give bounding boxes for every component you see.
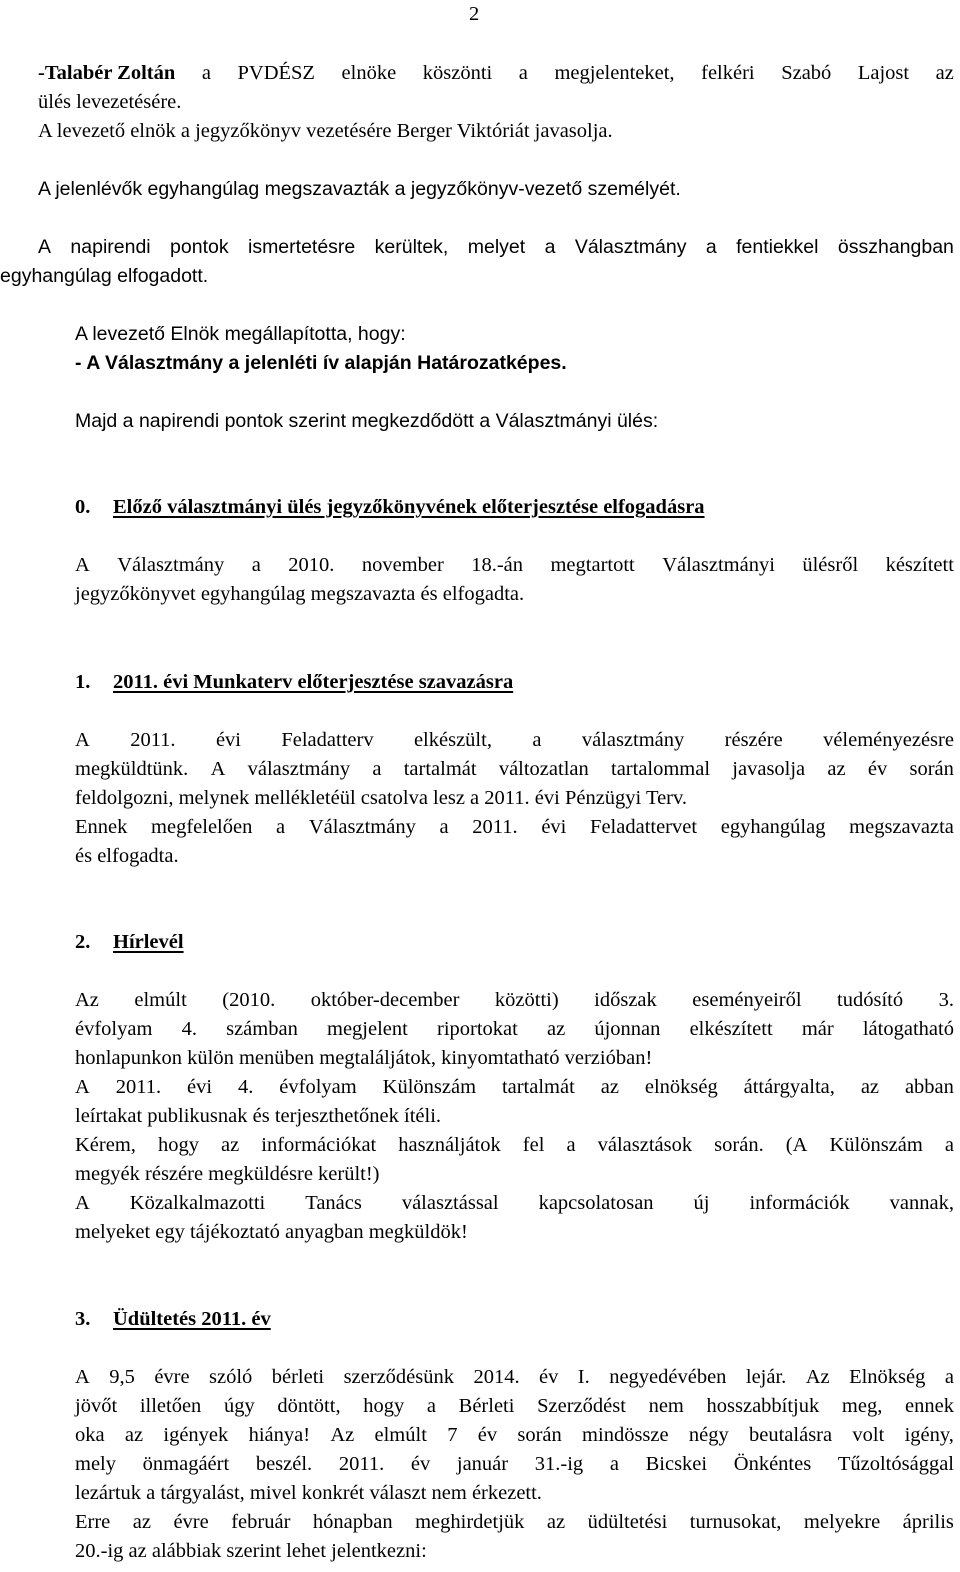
- word: tartalommal: [611, 758, 711, 780]
- word: ennek: [905, 1395, 954, 1417]
- word: Bérleti: [458, 1395, 515, 1417]
- agenda-item-text-line: [75, 817, 954, 838]
- word: Elnökség: [849, 1366, 926, 1388]
- word: a: [705, 236, 717, 258]
- word: a: [944, 1366, 954, 1388]
- word: évre: [154, 1366, 190, 1388]
- word: Erre: [75, 1511, 111, 1533]
- word: Kérem,: [75, 1134, 136, 1156]
- word: az: [860, 1076, 880, 1098]
- word: köszönti: [422, 62, 493, 84]
- agenda-item-text-line: [75, 1193, 954, 1214]
- word: Választmányi: [662, 554, 775, 576]
- agenda-item-text-line: [75, 1135, 954, 1156]
- word: az: [600, 1076, 619, 1098]
- agenda-item-text-line: [75, 730, 954, 751]
- agenda-item-number: 0.: [75, 496, 91, 518]
- agenda-item-number: 1.: [75, 671, 91, 693]
- word: kapcsolatosan: [538, 1192, 654, 1214]
- word: nem: [648, 1395, 684, 1417]
- word: beszél.: [255, 1453, 313, 1475]
- word: elmúlt: [374, 1424, 427, 1446]
- word: riportokat: [437, 1018, 518, 1040]
- word: ismertetésre: [247, 236, 356, 258]
- intro-line-6: egyhangúlag elfogadott.: [0, 265, 209, 287]
- word: 4.: [238, 1076, 254, 1098]
- word: mindössze: [582, 1424, 669, 1446]
- agenda-item-text-line: melyeket egy tájékoztató anyagban megküldök!: [75, 1221, 468, 1243]
- agenda-item-text-line: [75, 1367, 954, 1388]
- word: ülésről: [802, 554, 859, 576]
- word: abban: [904, 1076, 954, 1098]
- word: számban: [226, 1018, 298, 1040]
- intro-line-2: ülés levezetésére.: [38, 91, 182, 113]
- agenda-item-text-line: megyék részére megküldésre került!): [75, 1163, 380, 1185]
- word: lejár.: [745, 1366, 787, 1388]
- agenda-item-text-line: [75, 1396, 954, 1417]
- agenda-item-title: Előző választmányi ülés jegyzőkönyvének előterjesztése elfogadásra: [113, 496, 705, 518]
- word: megtartott: [550, 554, 635, 576]
- word: összhangban: [837, 236, 954, 258]
- agenda-item-text-line: [75, 990, 954, 1011]
- word: 2011.: [338, 1453, 385, 1475]
- word: (2010.: [222, 989, 276, 1011]
- word: elmúlt: [134, 989, 187, 1011]
- word: az: [221, 1134, 240, 1156]
- agenda-item-text-line: jegyzőkönyvet egyhangúlag megszavazta és elfogadta.: [75, 583, 525, 605]
- word: az: [546, 1511, 566, 1533]
- agenda-item-text-line: [75, 1425, 954, 1446]
- word: közötti): [494, 989, 559, 1011]
- word: pontok: [170, 236, 229, 258]
- intro-speaker: [38, 63, 175, 84]
- word: turnusokat,: [689, 1511, 782, 1533]
- word: a: [518, 62, 528, 84]
- intro-line-9: Majd a napirendi pontok szerint megkezdődött a Választmányi ülés:: [75, 410, 659, 432]
- word: Különszám: [829, 1134, 923, 1156]
- word: beutalásra: [749, 1424, 833, 1446]
- agenda-item-heading: [75, 672, 513, 693]
- word: évi: [215, 729, 241, 751]
- word: szerződésünk: [343, 1366, 454, 1388]
- word: elkészített: [689, 1018, 773, 1040]
- word: évi: [541, 816, 567, 838]
- word: Bicskei: [645, 1453, 708, 1475]
- word: megszavazta: [849, 816, 954, 838]
- word: hosszabbítjuk: [706, 1395, 820, 1417]
- word: a: [201, 62, 211, 84]
- word: évre: [173, 1511, 209, 1533]
- word: 18.-án: [471, 554, 524, 576]
- word: elnökség: [644, 1076, 718, 1098]
- agenda-item-heading: [75, 932, 184, 953]
- word: Lajost: [857, 62, 910, 84]
- word: 2011.: [472, 816, 518, 838]
- word: Választmány: [117, 554, 225, 576]
- word: az: [132, 1511, 151, 1533]
- word: javasolja: [732, 758, 806, 780]
- word: Választmány: [308, 816, 416, 838]
- word: a: [251, 554, 261, 576]
- word: tudósító: [837, 989, 904, 1011]
- word: 4.: [181, 1018, 197, 1040]
- word: igények: [163, 1424, 229, 1446]
- word: részére: [724, 729, 783, 751]
- word: Tanács: [305, 1192, 362, 1214]
- agenda-item-text-line: és elfogadta.: [75, 845, 179, 867]
- agenda-item-text-line: [75, 1512, 954, 1533]
- word: választmány: [581, 729, 685, 751]
- intro-line-7: A levezető Elnök megállapította, hogy:: [75, 323, 406, 345]
- word: 9,5: [109, 1366, 135, 1388]
- word: 2010.: [288, 554, 335, 576]
- agenda-item-text-line: lezártuk a tárgyalást, mivel konkrét választ nem érkezett.: [75, 1482, 542, 1504]
- word: 2011.: [130, 729, 176, 751]
- word: fentiekkel: [736, 236, 819, 258]
- word: négy: [688, 1424, 729, 1446]
- word: oka: [75, 1424, 105, 1446]
- word: Önkéntes: [733, 1453, 812, 1475]
- word: Közalkalmazotti: [129, 1192, 266, 1214]
- dash: -: [38, 62, 45, 84]
- word: november: [361, 554, 444, 576]
- word: 3.: [938, 989, 954, 1011]
- word: január: [456, 1453, 509, 1475]
- word: 2014.: [473, 1366, 520, 1388]
- word: elkészült,: [413, 729, 492, 751]
- word: időszak: [594, 989, 657, 1011]
- word: Feladatterv: [281, 729, 374, 751]
- agenda-item-title: 2011. évi Munkaterv előterjesztése szavazásra: [113, 671, 514, 693]
- agenda-item-title: Üdültetés 2011. év: [113, 1308, 271, 1330]
- word: megküldtünk.: [75, 758, 189, 780]
- word: melyet: [467, 236, 526, 258]
- word: tartalmát: [501, 1076, 575, 1098]
- word: A: [38, 236, 52, 258]
- word: hogy: [157, 1134, 199, 1156]
- intro-line-1: [38, 63, 954, 84]
- word: évfolyam: [279, 1076, 357, 1098]
- word: melyekre: [803, 1511, 881, 1533]
- word: elnöke: [341, 62, 397, 84]
- agenda-item-text-line: [75, 1454, 954, 1475]
- word: napirendi: [70, 236, 151, 258]
- word: választmány: [247, 758, 351, 780]
- word: (A: [785, 1134, 808, 1156]
- word: a: [544, 236, 556, 258]
- word: Feladattervet: [590, 816, 698, 838]
- word: Szabó: [781, 62, 832, 84]
- word: a: [532, 729, 542, 751]
- word: választással: [401, 1192, 499, 1214]
- word: Az: [75, 989, 99, 1011]
- word: eseményeiről: [692, 989, 802, 1011]
- word: tartalmát: [403, 758, 477, 780]
- word: 31.-ig: [534, 1453, 584, 1475]
- word: a: [276, 816, 286, 838]
- word: A: [75, 1192, 90, 1214]
- word: év: [477, 1424, 498, 1446]
- word: megjelent: [327, 1018, 408, 1040]
- word: látogatható: [862, 1018, 954, 1040]
- word: véleményezésre: [823, 729, 954, 751]
- intro-line-3: A levezető elnök a jegyzőkönyv vezetésére Berger Viktóriát javasolja.: [38, 120, 613, 142]
- word: információk: [749, 1192, 850, 1214]
- word: mely: [75, 1453, 116, 1475]
- word: 7: [447, 1424, 458, 1446]
- word: új: [693, 1192, 710, 1214]
- word: október-december: [310, 989, 460, 1011]
- quorum-statement: - A Választmány a jelenléti ív alapján Határozatképes.: [75, 352, 567, 374]
- word: felkéri: [701, 62, 755, 84]
- word: A: [210, 758, 226, 780]
- word: évfolyam: [75, 1018, 153, 1040]
- word: kerültek,: [374, 236, 449, 258]
- word: A: [75, 554, 90, 576]
- word: meghirdetjük: [415, 1511, 525, 1533]
- word: újonnan: [594, 1018, 661, 1040]
- word: hogy: [363, 1395, 405, 1417]
- word: negyedévében: [609, 1366, 727, 1388]
- word: az: [124, 1424, 144, 1446]
- word: úgy: [223, 1395, 255, 1417]
- word: év: [867, 758, 888, 780]
- word: hiánya!: [248, 1424, 311, 1446]
- word: választások: [597, 1134, 693, 1156]
- word: áttárgyalta,: [743, 1076, 835, 1098]
- agenda-item-text-line: [75, 1019, 954, 1040]
- agenda-item-heading: [75, 497, 705, 518]
- agenda-item-number: 2.: [75, 931, 91, 953]
- word: készített: [885, 554, 954, 576]
- word: az: [827, 758, 846, 780]
- word: A: [75, 1366, 90, 1388]
- word: Különszám: [382, 1076, 477, 1098]
- word: egyhangúlag: [720, 816, 826, 838]
- agenda-item-number: 3.: [75, 1308, 91, 1330]
- page-number: 2: [469, 3, 480, 25]
- word: üdültetési: [587, 1511, 668, 1533]
- word: Ennek: [75, 816, 128, 838]
- word: változatlan: [498, 758, 589, 780]
- agenda-item-heading: [75, 1309, 271, 1330]
- agenda-item-text-line: leírtakat publikusnak és terjeszthetőnek ítéli.: [75, 1105, 442, 1127]
- agenda-item-text-line: [75, 555, 954, 576]
- word: információkat: [261, 1134, 377, 1156]
- word: évi: [187, 1076, 213, 1098]
- intro-line-5: [38, 238, 954, 258]
- word: év: [539, 1366, 559, 1388]
- intro-line-4: A jelenlévők egyhangúlag megszavazták a jegyzőkönyv-vezető személyét.: [38, 178, 681, 200]
- word: megjelenteket,: [554, 62, 675, 84]
- word: Tűzoltósággal: [837, 1453, 954, 1475]
- agenda-item-title: Hírlevél: [113, 931, 184, 953]
- word: során: [909, 758, 954, 780]
- word: A: [75, 1076, 90, 1098]
- word: Az: [330, 1424, 355, 1446]
- word: vannak,: [889, 1192, 954, 1214]
- agenda-item-text-line: [75, 759, 954, 780]
- word: I.: [577, 1366, 590, 1388]
- word: április: [902, 1511, 954, 1533]
- word: február: [231, 1511, 291, 1533]
- word: során.: [714, 1134, 764, 1156]
- word: Szerződést: [537, 1395, 626, 1417]
- word: a: [944, 1134, 954, 1156]
- word: Az: [805, 1366, 830, 1388]
- word: már: [801, 1018, 834, 1040]
- word: a: [566, 1134, 576, 1156]
- word: év: [410, 1453, 431, 1475]
- word: az: [935, 62, 954, 84]
- word: bérleti: [271, 1366, 325, 1388]
- word: során: [517, 1424, 562, 1446]
- word: a: [609, 1453, 619, 1475]
- word: meg,: [841, 1395, 883, 1417]
- speaker-name: Talabér Zoltán: [44, 62, 176, 84]
- word: Választmány: [574, 236, 687, 258]
- word: döntött,: [277, 1395, 341, 1417]
- word: használjátok: [398, 1134, 501, 1156]
- agenda-item-text-line: feldolgozni, melynek mellékletéül csatolva lesz a 2011. évi Pénzügyi Terv.: [75, 787, 688, 809]
- agenda-item-text-line: [75, 1077, 954, 1098]
- word: fel: [522, 1134, 545, 1156]
- word: PVDÉSZ: [237, 62, 315, 84]
- word: volt: [852, 1424, 885, 1446]
- agenda-item-text-line: honlapunkon külön menüben megtaláljátok, kinyomtatható verzióban!: [75, 1047, 653, 1069]
- word: illetően: [139, 1395, 202, 1417]
- word: önmagáért: [142, 1453, 230, 1475]
- word: A: [75, 729, 90, 751]
- word: a: [372, 758, 382, 780]
- word: megfelelően: [151, 816, 253, 838]
- word: hónapban: [312, 1511, 393, 1533]
- word: 2011.: [115, 1076, 162, 1098]
- word: szóló: [209, 1366, 253, 1388]
- word: az: [547, 1018, 566, 1040]
- agenda-item-text-line: 20.-ig az alábbiak szerint lehet jelentkezni:: [75, 1540, 427, 1562]
- word: a: [439, 816, 449, 838]
- word: a: [426, 1395, 436, 1417]
- word: jövőt: [75, 1395, 118, 1417]
- word: igény,: [904, 1424, 954, 1446]
